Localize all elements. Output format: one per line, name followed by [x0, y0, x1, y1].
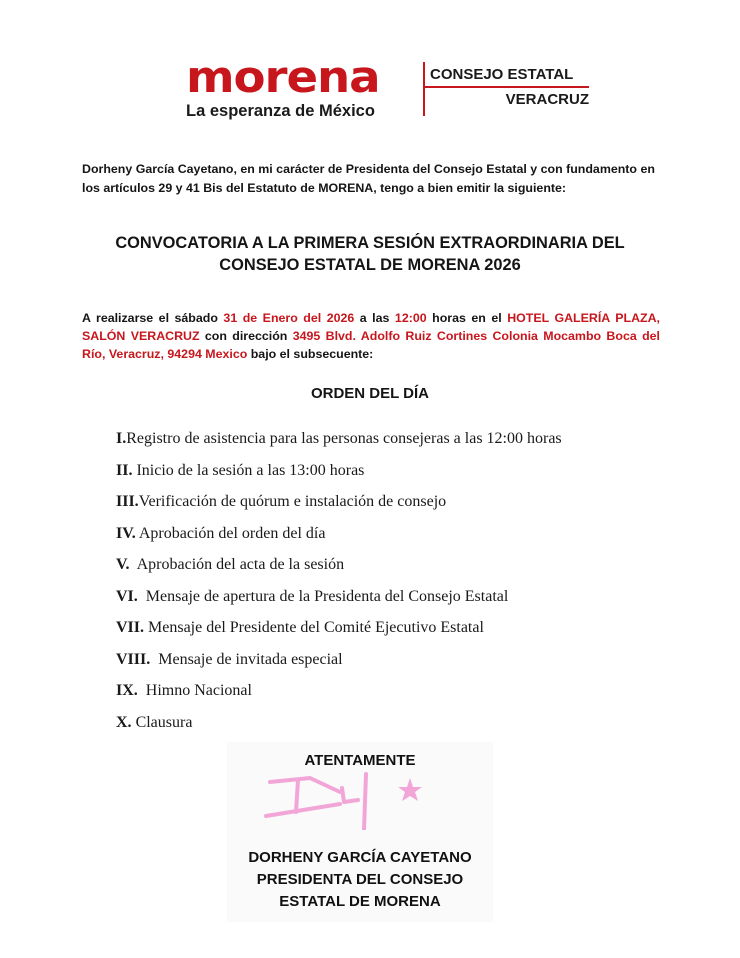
- agenda-item-number: IX.: [116, 682, 138, 699]
- title-line-2: CONSEJO ESTATAL DE MORENA 2026: [219, 256, 521, 274]
- document-title: [80, 232, 660, 276]
- agenda-item-number: X.: [116, 713, 132, 731]
- agenda-item-number: VII.: [116, 619, 145, 636]
- agenda-item-text: Mensaje del Presidente del Comité Ejecutivo Estatal: [144, 619, 484, 636]
- signer-role-line-1: PRESIDENTA DEL CONSEJO: [256, 871, 464, 888]
- agenda-item-text: Verificación de quórum e instalación de consejo: [138, 493, 447, 510]
- event-time: 12:00: [394, 311, 427, 325]
- council-state: VERACRUZ: [505, 91, 589, 108]
- signer-block: [220, 847, 500, 913]
- logo-tagline: La esperanza de México: [186, 102, 375, 120]
- agenda-item-text: Registro de asistencia para las personas consejeras a las 12:00 horas: [126, 430, 562, 447]
- agenda-item: [116, 712, 676, 744]
- agenda-item-text: Aprobación del acta de la sesión: [129, 556, 345, 573]
- venue-text-3: horas en el: [426, 311, 508, 325]
- agenda-item: [116, 523, 676, 555]
- signer-name: DORHENY GARCÍA CAYETANO: [248, 849, 472, 866]
- agenda-item-number: V.: [116, 556, 130, 573]
- venue-text-2: a las: [354, 311, 395, 325]
- venue-text-1: A realizarse el sábado: [82, 311, 224, 325]
- signature-star-icon: [398, 778, 422, 801]
- agenda-item: [116, 649, 676, 681]
- agenda-item-number: III.: [116, 493, 139, 510]
- agenda-item-number: I.: [116, 430, 127, 447]
- venue-text-4: con dirección: [199, 329, 293, 343]
- agenda-item-number: II.: [116, 461, 133, 479]
- event-place: HOTEL GALERÍA PLAZA, SALÓN VERACRUZ: [82, 311, 661, 343]
- agenda-item: [116, 617, 676, 649]
- agenda-item: [116, 586, 676, 618]
- agenda-item-text: Aprobación del orden del día: [135, 524, 326, 542]
- signature-stroke-y-left: [342, 788, 358, 802]
- agenda-item-text: Himno Nacional: [137, 682, 252, 699]
- event-address: 3495 Blvd. Adolfo Ruiz Cortines Colonia Mocambo Boca del Río, Veracruz, 94294 Mexico: [82, 329, 660, 361]
- title-line-1: CONVOCATORIA A LA PRIMERA SESIÓN EXTRAORDINARIA DEL: [115, 234, 625, 252]
- agenda-item-text: Inicio de la sesión a las 13:00 horas: [132, 461, 365, 479]
- agenda-item: [116, 491, 676, 523]
- signature-stroke-d-stem: [296, 780, 298, 812]
- council-name: CONSEJO ESTATAL: [430, 66, 574, 83]
- venue-text-5: bajo el subsecuente:: [247, 347, 374, 361]
- agenda-item: [116, 460, 676, 492]
- signature-stroke-d-top: [270, 778, 340, 792]
- agenda-item-number: VI.: [116, 587, 138, 605]
- agenda-item-number: VIII.: [116, 650, 151, 668]
- handwritten-signature: [262, 770, 432, 830]
- agenda-item-text: Mensaje de invitada especial: [150, 650, 343, 668]
- agenda-item-number: IV.: [116, 524, 136, 542]
- signature-stroke-d-bottom: [266, 804, 340, 816]
- morena-logo: [186, 52, 396, 121]
- agenda-item-text: Mensaje de apertura de la Presidenta del Consejo Estatal: [137, 587, 509, 605]
- event-date: 31 de Enero del 2026: [223, 311, 355, 325]
- venue-paragraph: [82, 309, 660, 363]
- agenda-title: ORDEN DEL DÍA: [310, 385, 430, 402]
- agenda-list: [116, 428, 676, 743]
- council-divider-horizontal: [423, 86, 589, 88]
- agenda-item: [116, 680, 676, 712]
- logo-wordmark: morena: [186, 52, 380, 103]
- signature-stroke-y-right: [364, 774, 366, 830]
- intro-paragraph: Dorheny García Cayetano, en mi carácter de Presidenta del Consejo Estatal y con fundamento en los artículos 29 y 41 Bis del Estatuto de MORENA, tengo a bien emitir la siguiente:: [82, 162, 655, 195]
- signer-role-line-2: ESTATAL DE MORENA: [279, 893, 441, 910]
- agenda-item-text: Clausura: [131, 713, 193, 731]
- agenda-item: [116, 428, 676, 460]
- closing-salutation: ATENTAMENTE: [304, 752, 416, 769]
- council-heading: [423, 62, 593, 116]
- council-divider-vertical: [423, 62, 425, 116]
- agenda-item: [116, 554, 676, 586]
